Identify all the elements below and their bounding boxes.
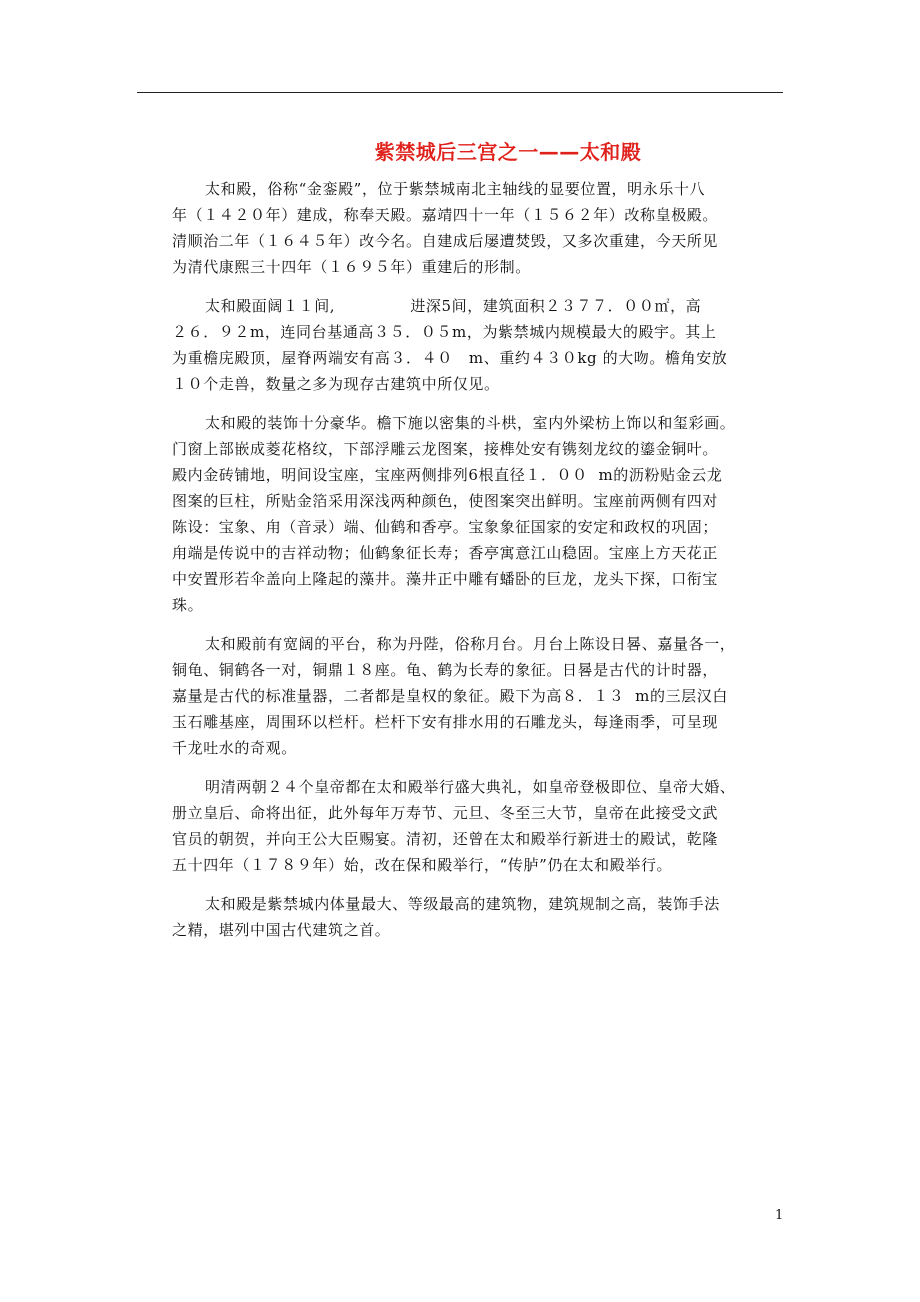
text-line: 官员的朝贺，并向王公大臣赐宴。清初，还曾在太和殿举行新进士的殿试，乾隆: [172, 830, 719, 848]
text-line: 年（１４２０年）建成，称奉天殿。嘉靖四十一年（１５６２年）改称皇极殿。: [172, 206, 719, 224]
text-line: 铜龟、铜鹤各一对，铜鼎１８座。龟、鹤为长寿的象征。日晷是古代的计时器，: [172, 661, 719, 679]
paragraph: [172, 293, 782, 397]
text-line: ２６．９２m，连同台基通高３５．０５m，为紫禁城内规模最大的殿宇。其上: [172, 323, 717, 341]
text-line: 之精，堪列中国古代建筑之首。: [172, 921, 391, 939]
text-line: 甪端是传说中的吉祥动物；仙鹤象征长寿；香亭寓意江山稳固。宝座上方天花正: [172, 544, 719, 562]
header-rule: [137, 92, 783, 93]
text-line: 图案的巨柱，所贴金箔采用深浅两种颜色，使图案突出鲜明。宝座前两侧有四对: [172, 492, 719, 510]
text-line: 珠。: [172, 596, 204, 614]
text-line: 为清代康熙三十四年（１６９５年）重建后的形制。: [172, 258, 531, 276]
page-number: 1: [775, 1208, 784, 1223]
text-line: 玉石雕基座，周围环以栏杆。栏杆下安有排水用的石雕龙头，每逢雨季，可呈现: [172, 713, 719, 731]
page-title: 紫禁城后三宫之一——太和殿: [374, 140, 642, 164]
text-line: 太和殿的装饰十分豪华。檐下施以密集的斗栱，室内外梁枋上饰以和玺彩画。: [205, 414, 736, 432]
document-body: [172, 176, 782, 956]
text-line: 千龙吐水的奇观。: [172, 739, 297, 757]
text-line: 嘉量是古代的标准量器，二者都是皇权的象征。殿下为高８．１３ m的三层汉白: [172, 687, 728, 705]
text-line: 太和殿前有宽阔的平台，称为丹陛，俗称月台。月台上陈设日晷、嘉量各一，: [205, 635, 736, 653]
text-line: 清顺治二年（１６４５年）改今名。自建成后屡遭焚毁，又多次重建，今天所见: [172, 232, 719, 250]
text-line: 中安置形若伞盖向上隆起的藻井。藻井正中雕有蟠卧的巨龙，龙头下探，口衔宝: [172, 570, 719, 588]
text-line: 太和殿面阔１１间, 进深5间，建筑面积２３７７．００㎡，高: [205, 297, 702, 315]
text-line: 太和殿是紫禁城内体量最大、等级最高的建筑物，建筑规制之高，装饰手法: [205, 895, 720, 913]
paragraph: [172, 774, 782, 878]
text-line: １０个走兽，数量之多为现存古建筑中所仅见。: [172, 375, 500, 393]
text-line: 五十四年（１７８９年）始，改在保和殿举行，“传胪”仍在太和殿举行。: [172, 856, 673, 874]
text-line: 太和殿，俗称“金銮殿”，位于紫禁城南北主轴线的显要位置，明永乐十八: [205, 180, 706, 198]
paragraph: [172, 891, 782, 943]
text-line: 门窗上部嵌成菱花格纹，下部浮雕云龙图案，接榫处安有镌刻龙纹的鎏金铜叶。: [172, 440, 719, 458]
text-line: 明清两朝２４个皇帝都在太和殿举行盛大典礼，如皇帝登极即位、皇帝大婚、: [205, 778, 736, 796]
text-line: 陈设：宝象、甪（音录）端、仙鹤和香亭。宝象象征国家的安定和政权的巩固；: [172, 518, 719, 536]
paragraph: [172, 176, 782, 280]
paragraph: [172, 410, 782, 618]
paragraph: [172, 631, 782, 761]
text-line: 为重檐庑殿顶，屋脊两端安有高３．４０ m、重约４３０kg 的大吻。檐角安放: [172, 349, 728, 367]
text-line: 册立皇后、命将出征，此外每年万寿节、元旦、冬至三大节，皇帝在此接受文武: [172, 804, 719, 822]
text-line: 殿内金砖铺地，明间设宝座，宝座两侧排列6根直径１．００ m的沥粉贴金云龙: [172, 466, 723, 484]
